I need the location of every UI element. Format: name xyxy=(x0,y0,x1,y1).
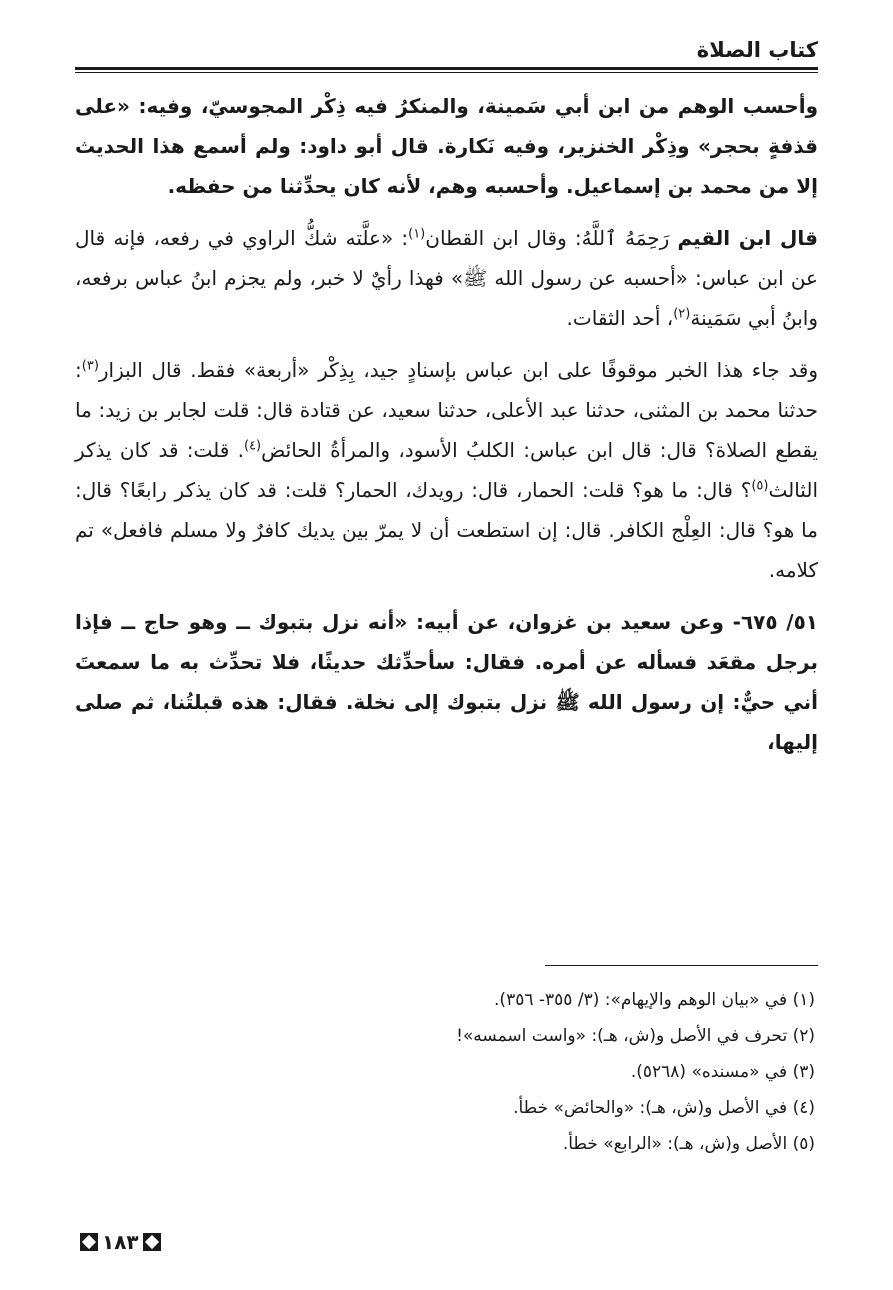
ornament-right-icon xyxy=(143,1233,161,1251)
paragraph-2-segment-a: : وقال ابن القطان xyxy=(425,226,582,250)
page-number: ١٨٣ xyxy=(102,1230,139,1254)
paragraph-3-segment-b: : حدثنا محمد بن المثنى، حدثنا عبد الأعلى، حدثنا سعيد، عن قتادة قال: قلت لجابر بن زيد: ما يقطع الصلاة؟ قال: قال ابن عباس: الكلبُ الأسود، والمرأةُ الحائض xyxy=(75,358,819,462)
paragraph-4-text: وعن سعيد بن غزوان، عن أبيه: «أنه نزل بتبوك ــ وهو حاج ــ فإذا برجل مقعَد فسأله عن أمره. فقال: سأحدِّثك حديثًا، فلا تحدِّث به ما سمعتَ أني حيٌّ: إن رسول الله ﷺ نزل بتبوك إلى نخلة. فقال: هذه قبلتُنا، ثم صلى إليها، xyxy=(75,610,818,754)
honorific: رَحِمَهُ ٱللَّهُ xyxy=(581,226,670,250)
footnote-3: (٣) في «مسنده» (٥٢٦٨). xyxy=(630,1062,815,1082)
chapter-title: كتاب الصلاة xyxy=(696,38,818,62)
paragraph-3-segment-a: وقد جاء هذا الخبر موقوفًا على ابن عباس بإسنادٍ جيد، بِذِكْر «أربعة» فقط. قال البزار xyxy=(98,358,818,382)
main-text xyxy=(75,86,818,774)
footnote-separator xyxy=(545,965,818,966)
header-rule-thin xyxy=(75,72,818,73)
paragraph-3-segment-c: . قلت: قد كان يذكر الثالث xyxy=(75,438,818,502)
paragraph-1 xyxy=(75,86,818,206)
paragraph-3 xyxy=(75,350,818,590)
header-rule-thick xyxy=(75,67,818,70)
footnote-4: (٤) في الأصل و(ش، هـ): «والحائض» خطأ. xyxy=(513,1098,815,1118)
footnote-ref-4[interactable]: (٤) xyxy=(243,438,262,454)
footnote-ref-1[interactable]: (١) xyxy=(408,226,426,242)
hadith-number: ٥١/ ٦٧٥- xyxy=(732,610,818,634)
ibn-qayyim-lead: قال ابن القيم xyxy=(677,226,818,250)
ornament-left-icon xyxy=(80,1233,98,1251)
paragraph-2-segment-c: ، أحد الثقات. xyxy=(566,306,674,330)
paragraph-3-segment-d: ؟ قال: ما هو؟ قلت: الحمار، قال: رويدك، الحمار؟ قلت: قد كان يذكر رابعًا؟ قال: ما هو؟ قال: العِلْج الكافر. قال: إن استطعت أن لا يمرّ بين يديك كافرٌ ولا مسلم فافعل» تم كلامه. xyxy=(75,478,818,582)
page-number-block xyxy=(80,1228,161,1256)
footnote-1: (١) في «بيان الوهم والإيهام»: (٣/ ٣٥٥- ٣٥٦). xyxy=(494,990,815,1010)
footnotes xyxy=(250,982,815,1162)
paragraph-1-text: وأحسب الوهم من ابن أبي سَمينة، والمنكرُ فيه ذِكْر المجوسيّ، وفيه: «على قذفةٍ بحجر» وذِكْر الخنزير، وفيه نَكارة. قال أبو داود: ولم أسمع هذا الحديث إلا من محمد بن إسماعيل. وأحسبه وهم، لأنه كان يحدِّثنا من حفظه. xyxy=(75,94,818,198)
footnote-2: (٢) تحرف في الأصل و(ش، هـ): «واست اسمسه»! xyxy=(456,1026,815,1046)
running-header xyxy=(75,36,818,66)
footnote-ref-5[interactable]: (٥) xyxy=(751,478,769,494)
paragraph-2-segment-b: : «علَّته شكُّ الراوي في رفعه، فإنه قال عن ابن عباس: «أحسبه عن رسول الله ﷺ» فهذا رأيٌ لا خبر، ولم يجزم ابنُ عباس برفعه، وابنُ أبي سَمَينة xyxy=(75,226,818,330)
footnote-ref-2[interactable]: (٢) xyxy=(673,306,691,322)
footnote-ref-3[interactable]: (٣) xyxy=(81,358,99,374)
paragraph-4 xyxy=(75,602,818,762)
footnote-5: (٥) الأصل و(ش، هـ): «الرابع» خطأ. xyxy=(562,1134,815,1154)
paragraph-2 xyxy=(75,218,818,338)
